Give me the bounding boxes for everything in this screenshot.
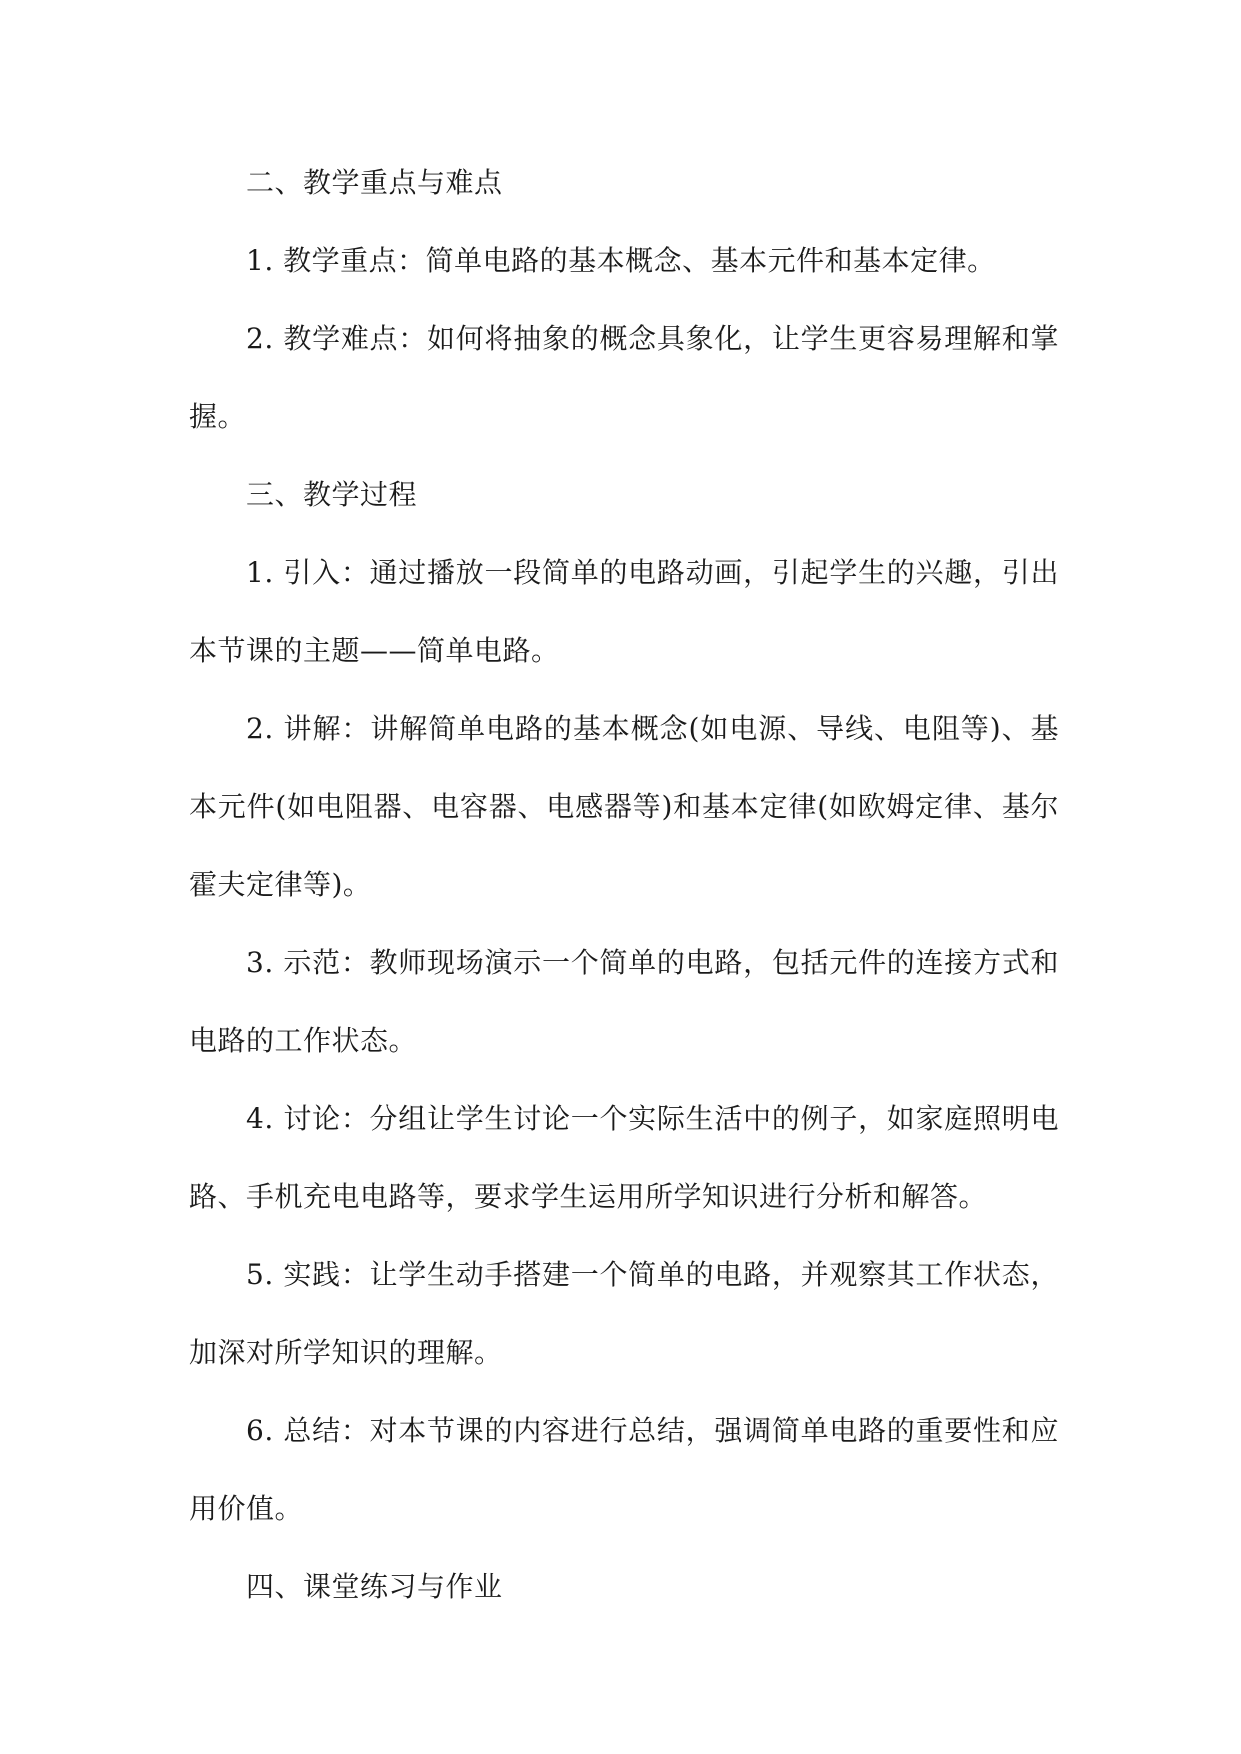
paragraph-discussion: 4. 讨论：分组让学生讨论一个实际生活中的例子，如家庭照明电路、手机充电电路等，要求学生运用所学知识进行分析和解答。 — [189, 1102, 1059, 1213]
section-heading-key-points: 二、教学重点与难点 — [246, 166, 503, 199]
section-heading-exercises: 四、课堂练习与作业 — [246, 1570, 503, 1603]
document-body — [189, 144, 1059, 1626]
section-heading-teaching-process: 三、教学过程 — [246, 478, 418, 511]
paragraph-summary: 6. 总结：对本节课的内容进行总结，强调简单电路的重要性和应用价值。 — [189, 1414, 1059, 1525]
paragraph-practice: 5. 实践：让学生动手搭建一个简单的电路，并观察其工作状态，加深对所学知识的理解。 — [189, 1258, 1059, 1369]
paragraph-teaching-difficulty: 2. 教学难点：如何将抽象的概念具象化，让学生更容易理解和掌握。 — [189, 322, 1059, 433]
paragraph-explanation: 2. 讲解：讲解简单电路的基本概念(如电源、导线、电阻等)、基本元件(如电阻器、电容器、电感器等)和基本定律(如欧姆定律、基尔霍夫定律等)。 — [189, 712, 1059, 901]
paragraph-demonstration: 3. 示范：教师现场演示一个简单的电路，包括元件的连接方式和电路的工作状态。 — [189, 946, 1059, 1057]
paragraph-teaching-focus: 1. 教学重点：简单电路的基本概念、基本元件和基本定律。 — [246, 244, 996, 277]
paragraph-introduction: 1. 引入：通过播放一段简单的电路动画，引起学生的兴趣，引出本节课的主题——简单电路。 — [189, 556, 1059, 667]
